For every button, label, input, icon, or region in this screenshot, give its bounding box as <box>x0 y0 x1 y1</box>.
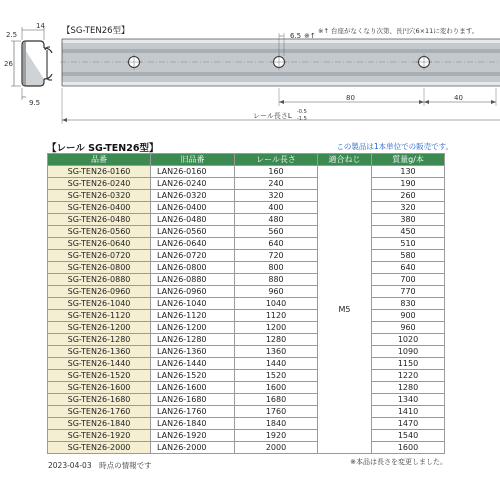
rail-drawing <box>0 0 500 135</box>
dim-end-40: 40 <box>454 94 463 102</box>
dim-rail-length-tol-lower: -1.5 <box>297 116 307 122</box>
table-row <box>48 334 445 346</box>
cell-weight: 580 <box>372 250 445 262</box>
table-row <box>48 166 445 178</box>
dim-hole-diameter: 6.5 <box>290 32 302 40</box>
cell-old-part-number: LAN26-1440 <box>151 358 235 370</box>
cell-weight: 640 <box>372 262 445 274</box>
cell-rail-length: 640 <box>235 238 318 250</box>
table-row <box>48 214 445 226</box>
cell-weight: 380 <box>372 214 445 226</box>
cell-old-part-number: LAN26-1280 <box>151 334 235 346</box>
cell-weight: 260 <box>372 190 445 202</box>
cell-old-part-number: LAN26-0240 <box>151 178 235 190</box>
table-header-row <box>48 154 445 166</box>
cell-old-part-number: LAN26-0640 <box>151 238 235 250</box>
cell-screw: M5 <box>318 166 372 454</box>
cell-rail-length: 960 <box>235 286 318 298</box>
cell-part-number: SG-TEN26-1520 <box>48 370 151 382</box>
table-row <box>48 178 445 190</box>
cell-part-number: SG-TEN26-0320 <box>48 190 151 202</box>
cell-weight: 830 <box>372 298 445 310</box>
cell-old-part-number: LAN26-1840 <box>151 418 235 430</box>
cell-weight: 1540 <box>372 430 445 442</box>
cell-old-part-number: LAN26-0480 <box>151 214 235 226</box>
cell-part-number: SG-TEN26-0400 <box>48 202 151 214</box>
table-row <box>48 442 445 454</box>
cell-old-part-number: LAN26-1680 <box>151 394 235 406</box>
cell-part-number: SG-TEN26-1040 <box>48 298 151 310</box>
cell-part-number: SG-TEN26-1840 <box>48 418 151 430</box>
cell-old-part-number: LAN26-1760 <box>151 406 235 418</box>
table-row <box>48 190 445 202</box>
cell-old-part-number: LAN26-0960 <box>151 286 235 298</box>
cell-old-part-number: LAN26-0560 <box>151 226 235 238</box>
cell-rail-length: 240 <box>235 178 318 190</box>
cell-rail-length: 1200 <box>235 322 318 334</box>
cell-part-number: SG-TEN26-1680 <box>48 394 151 406</box>
hole-change-note: ※↑ 台座がなくなり次第、長円穴6×11に変わります。 <box>318 27 479 35</box>
table-section-title: 【レール SG-TEN26型】 <box>47 143 159 154</box>
cell-weight: 450 <box>372 226 445 238</box>
cell-rail-length: 1600 <box>235 382 318 394</box>
cell-rail-length: 2000 <box>235 442 318 454</box>
cell-rail-length: 1840 <box>235 418 318 430</box>
table-row <box>48 310 445 322</box>
cell-weight: 1150 <box>372 358 445 370</box>
cell-rail-length: 1680 <box>235 394 318 406</box>
table-row <box>48 262 445 274</box>
cell-rail-length: 1520 <box>235 370 318 382</box>
cell-old-part-number: LAN26-1040 <box>151 298 235 310</box>
cell-rail-length: 880 <box>235 274 318 286</box>
cell-part-number: SG-TEN26-0480 <box>48 214 151 226</box>
dim-14: 14 <box>36 22 45 30</box>
table-row <box>48 370 445 382</box>
table-row <box>48 430 445 442</box>
cell-weight: 320 <box>372 202 445 214</box>
cell-old-part-number: LAN26-1920 <box>151 430 235 442</box>
dim-pitch-80: 80 <box>346 94 355 102</box>
cell-weight: 1220 <box>372 370 445 382</box>
cell-rail-length: 800 <box>235 262 318 274</box>
cell-old-part-number: LAN26-1200 <box>151 322 235 334</box>
cell-rail-length: 1360 <box>235 346 318 358</box>
dim-2-5: 2.5 <box>6 31 18 39</box>
cell-old-part-number: LAN26-1120 <box>151 310 235 322</box>
cell-old-part-number: LAN26-1520 <box>151 370 235 382</box>
table-row <box>48 286 445 298</box>
cell-weight: 770 <box>372 286 445 298</box>
cell-weight: 960 <box>372 322 445 334</box>
table-row <box>48 418 445 430</box>
cell-weight: 1470 <box>372 418 445 430</box>
cell-part-number: SG-TEN26-1120 <box>48 310 151 322</box>
rail-side-view <box>60 39 500 86</box>
cell-weight: 1410 <box>372 406 445 418</box>
cell-weight: 1280 <box>372 382 445 394</box>
cell-rail-length: 1440 <box>235 358 318 370</box>
cell-weight: 1600 <box>372 442 445 454</box>
table-row <box>48 238 445 250</box>
header-rail-length: レール長さ <box>235 154 318 166</box>
cell-rail-length: 560 <box>235 226 318 238</box>
cell-weight: 130 <box>372 166 445 178</box>
table-row <box>48 322 445 334</box>
table-row <box>48 226 445 238</box>
cell-old-part-number: LAN26-1600 <box>151 382 235 394</box>
cell-old-part-number: LAN26-0320 <box>151 190 235 202</box>
cell-part-number: SG-TEN26-0240 <box>48 178 151 190</box>
header-screw: 適合ねじ <box>318 154 372 166</box>
dim-hole-note-mark: ※↑ <box>304 32 316 40</box>
cell-weight: 1090 <box>372 346 445 358</box>
cell-part-number: SG-TEN26-2000 <box>48 442 151 454</box>
cell-part-number: SG-TEN26-1200 <box>48 322 151 334</box>
cell-weight: 190 <box>372 178 445 190</box>
cell-part-number: SG-TEN26-1280 <box>48 334 151 346</box>
cell-rail-length: 480 <box>235 214 318 226</box>
cell-rail-length: 1280 <box>235 334 318 346</box>
cell-part-number: SG-TEN26-1760 <box>48 406 151 418</box>
table-row <box>48 382 445 394</box>
cell-old-part-number: LAN26-0160 <box>151 166 235 178</box>
table-row <box>48 202 445 214</box>
header-weight: 質量g/本 <box>372 154 445 166</box>
cell-old-part-number: LAN26-1360 <box>151 346 235 358</box>
cell-part-number: SG-TEN26-0160 <box>48 166 151 178</box>
cell-rail-length: 400 <box>235 202 318 214</box>
cell-weight: 900 <box>372 310 445 322</box>
sales-unit-note: この製品は1本単位での販売です。 <box>336 142 453 151</box>
cell-part-number: SG-TEN26-0640 <box>48 238 151 250</box>
table-row <box>48 406 445 418</box>
cell-old-part-number: LAN26-0720 <box>151 250 235 262</box>
cell-rail-length: 1040 <box>235 298 318 310</box>
cell-weight: 1020 <box>372 334 445 346</box>
cell-old-part-number: LAN26-0880 <box>151 274 235 286</box>
dim-rail-length-tol-upper: -0.5 <box>297 109 307 115</box>
table-row <box>48 394 445 406</box>
dim-9-5: 9.5 <box>29 99 41 107</box>
cell-part-number: SG-TEN26-0720 <box>48 250 151 262</box>
table-row <box>48 298 445 310</box>
length-change-note: ※本品は長さを変更しました。 <box>350 458 447 466</box>
table-body <box>48 166 445 454</box>
spec-table <box>47 153 445 454</box>
cell-part-number: SG-TEN26-1360 <box>48 346 151 358</box>
cell-weight: 1340 <box>372 394 445 406</box>
cell-weight: 700 <box>372 274 445 286</box>
cell-part-number: SG-TEN26-0800 <box>48 262 151 274</box>
cell-part-number: SG-TEN26-0560 <box>48 226 151 238</box>
cell-rail-length: 1120 <box>235 310 318 322</box>
cell-part-number: SG-TEN26-1600 <box>48 382 151 394</box>
cell-weight: 510 <box>372 238 445 250</box>
table-row <box>48 274 445 286</box>
cell-old-part-number: LAN26-2000 <box>151 442 235 454</box>
table-row <box>48 250 445 262</box>
info-date-note: 2023-04-03 時点の情報です <box>48 461 152 470</box>
dim-rail-length: レール長さL <box>253 112 292 120</box>
cell-part-number: SG-TEN26-1920 <box>48 430 151 442</box>
header-part-number: 品番 <box>48 154 151 166</box>
cell-old-part-number: LAN26-0800 <box>151 262 235 274</box>
cell-rail-length: 720 <box>235 250 318 262</box>
cell-rail-length: 320 <box>235 190 318 202</box>
cell-rail-length: 1920 <box>235 430 318 442</box>
header-old-part-number: 旧品番 <box>151 154 235 166</box>
cross-section-profile <box>11 27 52 100</box>
table-row <box>48 358 445 370</box>
dim-26: 26 <box>4 60 13 68</box>
cell-old-part-number: LAN26-0400 <box>151 202 235 214</box>
cell-part-number: SG-TEN26-0960 <box>48 286 151 298</box>
cell-part-number: SG-TEN26-0880 <box>48 274 151 286</box>
drawing-title: 【SG-TEN26型】 <box>62 26 130 36</box>
cell-rail-length: 1760 <box>235 406 318 418</box>
cell-rail-length: 160 <box>235 166 318 178</box>
table-row <box>48 346 445 358</box>
cell-part-number: SG-TEN26-1440 <box>48 358 151 370</box>
